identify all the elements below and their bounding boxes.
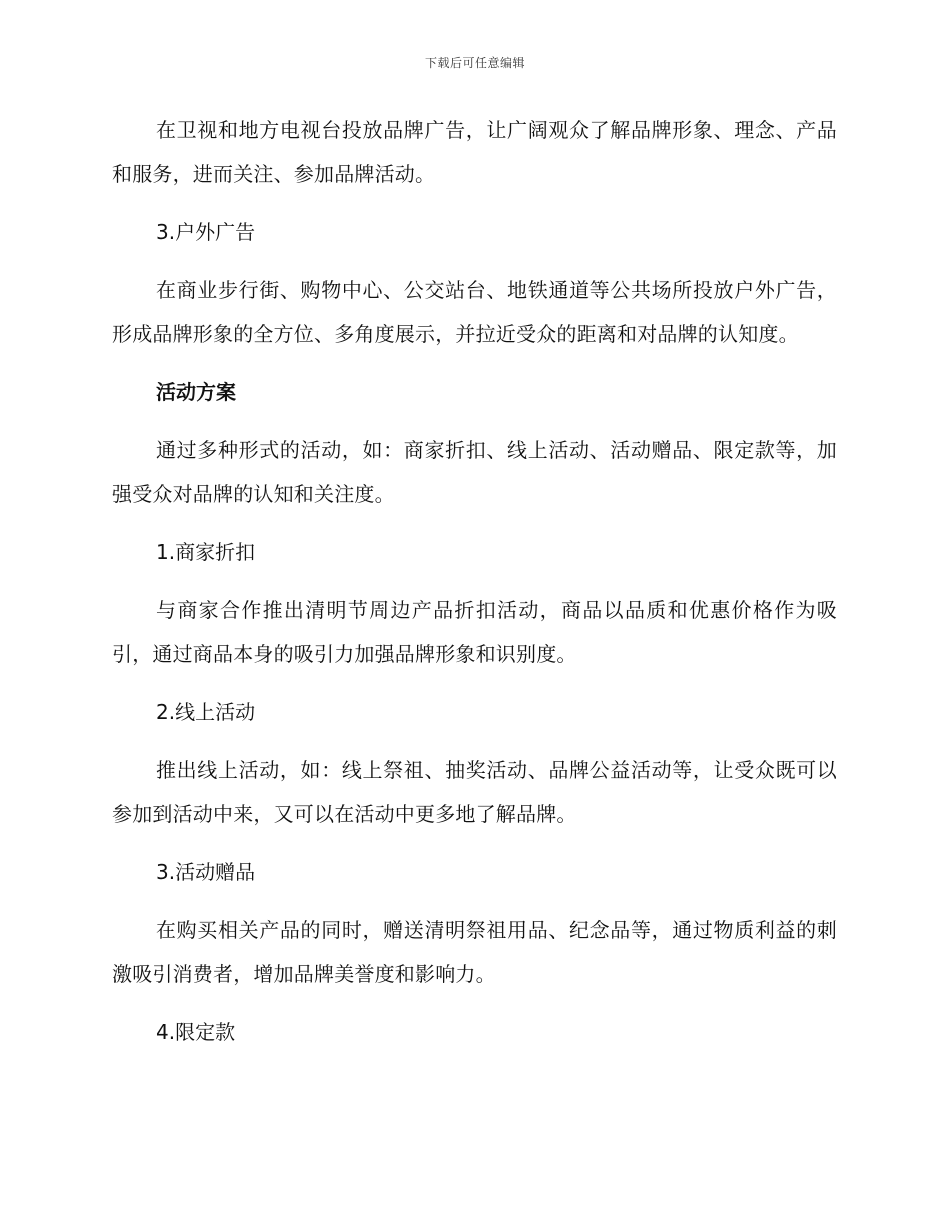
- paragraph-activity-gifts: 在购买相关产品的同时，赠送清明祭祖用品、纪念品等，通过物质利益的刺激吸引消费者，增加品牌美誉度和影响力。: [112, 918, 837, 986]
- heading-limited-edition: 4.限定款: [156, 1020, 236, 1044]
- paragraph-tv-ads: 在卫视和地方电视台投放品牌广告，让广阔观众了解品牌形象、理念、产品和服务，进而关注、参加品牌活动。: [112, 118, 837, 186]
- page-header-note: 下载后可任意编辑: [424, 56, 525, 70]
- paragraph-merchant-discount: 与商家合作推出清明节周边产品折扣活动，商品以品质和优惠价格作为吸引，通过商品本身的吸引力加强品牌形象和识别度。: [112, 598, 837, 666]
- paragraph-activity-intro: 通过多种形式的活动，如：商家折扣、线上活动、活动赠品、限定款等，加强受众对品牌的认知和关注度。: [112, 438, 837, 506]
- section-title-activity-plan: 活动方案: [156, 380, 236, 404]
- paragraph-online-activity: 推出线上活动，如：线上祭祖、抽奖活动、品牌公益活动等，让受众既可以参加到活动中来，又可以在活动中更多地了解品牌。: [112, 758, 837, 826]
- document-body: [112, 108, 837, 1054]
- paragraph-outdoor-ads: 在商业步行街、购物中心、公交站台、地铁通道等公共场所投放户外广告，形成品牌形象的全方位、多角度展示，并拉近受众的距离和对品牌的认知度。: [112, 278, 837, 346]
- heading-online-activity: 2.线上活动: [156, 700, 256, 724]
- heading-merchant-discount: 1.商家折扣: [156, 540, 256, 564]
- heading-outdoor-ads: 3.户外广告: [156, 220, 256, 244]
- heading-activity-gifts: 3.活动赠品: [156, 860, 256, 884]
